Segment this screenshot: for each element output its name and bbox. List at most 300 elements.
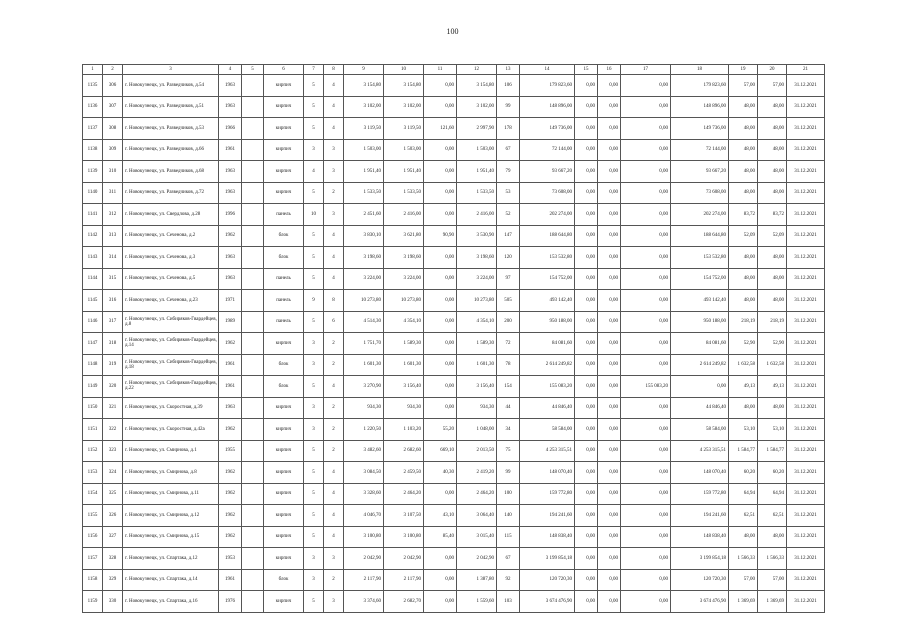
table-cell: 58 584,00 [671, 419, 729, 441]
table-cell: 0,00 [575, 483, 598, 505]
table-cell: 48,00 [729, 139, 758, 161]
table-cell: 1971 [219, 290, 242, 312]
table-cell: 4 [324, 505, 344, 527]
table-cell: 1146 [83, 311, 103, 333]
header-cell: 15 [575, 65, 598, 75]
table-cell: 324 [103, 462, 123, 484]
table-cell: кирпич [264, 591, 304, 613]
table-cell: 1 533,50 [384, 182, 424, 204]
table-cell: 0,00 [424, 548, 457, 570]
table-cell: 48,00 [729, 182, 758, 204]
table-cell: 0,00 [424, 354, 457, 376]
table-cell: 0,00 [575, 419, 598, 441]
table-cell: 1156 [83, 526, 103, 548]
table-cell: 100 [497, 483, 520, 505]
table-cell: 155 083,20 [621, 376, 671, 398]
table-cell: 1155 [83, 505, 103, 527]
table-cell: 48,00 [729, 290, 758, 312]
table-row [83, 505, 825, 527]
table-cell [242, 204, 264, 226]
table-cell [242, 569, 264, 591]
table-cell: 3 224,00 [384, 268, 424, 290]
table-cell: блок [264, 569, 304, 591]
table-cell: 3 328,60 [344, 483, 384, 505]
table-cell: 0,00 [621, 569, 671, 591]
table-cell: 48,00 [729, 118, 758, 140]
table-cell: 188 644,80 [671, 225, 729, 247]
table-cell [242, 526, 264, 548]
table-cell: 3 198,60 [344, 247, 384, 269]
table-cell: 0,00 [424, 290, 457, 312]
header-cell: 16 [598, 65, 621, 75]
table-cell: 2 117,90 [344, 569, 384, 591]
table-cell: 31.12.2021 [787, 247, 825, 269]
table-row [83, 548, 825, 570]
table-cell: 310 [103, 161, 123, 183]
table-row [83, 333, 825, 355]
table-cell: 0,00 [424, 483, 457, 505]
table-cell: 1140 [83, 182, 103, 204]
header-cell: 12 [457, 65, 497, 75]
table-cell: 320 [103, 376, 123, 398]
table-cell: кирпич [264, 483, 304, 505]
table-cell: 2 [324, 569, 344, 591]
table-cell [242, 268, 264, 290]
table-cell: 3 100,80 [384, 526, 424, 548]
address-cell: г. Новокузнецк, ул. Сибиряков-Гвардейцев, д.14 [123, 333, 219, 355]
table-cell: кирпич [264, 96, 304, 118]
address-cell: г. Новокузнецк, ул. Свердлова, д.28 [123, 204, 219, 226]
table-cell [242, 290, 264, 312]
address-cell: г. Новокузнецк, ул. Разведчиков, д.54 [123, 75, 219, 97]
table-cell: 34 [497, 419, 520, 441]
table-cell: 2 [324, 182, 344, 204]
table-cell: 120 720,30 [671, 569, 729, 591]
table-cell: кирпич [264, 548, 304, 570]
table-cell [242, 505, 264, 527]
table-cell: 2 614 249,82 [671, 354, 729, 376]
table-cell: 0,00 [621, 397, 671, 419]
table-cell: 60,20 [758, 462, 787, 484]
table-cell [242, 161, 264, 183]
table-cell: 49,13 [758, 376, 787, 398]
table-cell: 1962 [219, 462, 242, 484]
table-cell: 1145 [83, 290, 103, 312]
table-cell: кирпич [264, 397, 304, 419]
table-cell: 1 533,50 [344, 182, 384, 204]
table-cell: 325 [103, 483, 123, 505]
table-cell: 83,72 [758, 204, 787, 226]
table-cell: блок [264, 225, 304, 247]
table-cell: 2 042,90 [457, 548, 497, 570]
table-cell: 93 667,20 [671, 161, 729, 183]
table-cell: 1153 [83, 462, 103, 484]
table-cell: 1141 [83, 204, 103, 226]
table-cell: кирпич [264, 462, 304, 484]
table-cell: 1963 [219, 182, 242, 204]
table-cell: 31.12.2021 [787, 161, 825, 183]
table-row [83, 118, 825, 140]
table-cell: 159 772,80 [671, 483, 729, 505]
table-cell: 84 081,60 [520, 333, 575, 355]
table-cell: 48,00 [729, 397, 758, 419]
table-cell: 31.12.2021 [787, 526, 825, 548]
table-cell: 0,00 [598, 204, 621, 226]
table-row [83, 419, 825, 441]
table-cell: 0,00 [598, 591, 621, 613]
table-cell: 0,00 [575, 96, 598, 118]
table-cell: 5 [304, 591, 324, 613]
table-cell: 120 [497, 247, 520, 269]
table-cell: 1135 [83, 75, 103, 97]
table-cell: 179 823,60 [671, 75, 729, 97]
table-cell: 5 [304, 376, 324, 398]
table-cell: 5 [304, 118, 324, 140]
table-cell: 1 220,50 [344, 419, 384, 441]
table-cell: 1961 [219, 139, 242, 161]
table-cell: панель [264, 290, 304, 312]
table-cell: 3 [324, 204, 344, 226]
table-cell: 4 046,70 [344, 505, 384, 527]
table-cell: 0,00 [598, 311, 621, 333]
table-cell: 1962 [219, 505, 242, 527]
table-cell: 1 503,00 [384, 139, 424, 161]
table-cell: 48,00 [758, 290, 787, 312]
table-cell: 3 102,00 [384, 96, 424, 118]
table-cell: 3 830,10 [344, 225, 384, 247]
table-cell: 73 608,00 [520, 182, 575, 204]
table-cell: 0,00 [621, 225, 671, 247]
table-cell: 2 [324, 397, 344, 419]
table-cell: 315 [103, 268, 123, 290]
table-cell: 3 064,40 [457, 505, 497, 527]
table-cell: 48,00 [729, 526, 758, 548]
table-cell: 306 [103, 75, 123, 97]
table-row [83, 483, 825, 505]
table-cell [242, 75, 264, 97]
table-cell: 31.12.2021 [787, 354, 825, 376]
table-cell: 99 [497, 462, 520, 484]
table-cell: блок [264, 354, 304, 376]
table-cell: 48,00 [758, 268, 787, 290]
table-cell: 0,00 [621, 247, 671, 269]
table-cell: 48,00 [729, 247, 758, 269]
table-cell: 9 [304, 290, 324, 312]
table-cell: 0,00 [598, 440, 621, 462]
table-row [83, 462, 825, 484]
table-cell: 1963 [219, 75, 242, 97]
table-cell [242, 591, 264, 613]
table-cell: 10 273,80 [384, 290, 424, 312]
address-cell: г. Новокузнецк, ул. Сибиряков-Гвардейцев, д.18 [123, 354, 219, 376]
table-cell: 1 584,77 [729, 440, 758, 462]
table-cell: 0,00 [621, 268, 671, 290]
table-cell: 1 048,00 [457, 419, 497, 441]
table-cell: 44 846,40 [671, 397, 729, 419]
table-cell: 0,00 [575, 397, 598, 419]
table-cell: 493 142,40 [520, 290, 575, 312]
table-cell: 0,00 [424, 569, 457, 591]
table-cell: кирпич [264, 440, 304, 462]
table-cell: 0,00 [575, 569, 598, 591]
table-cell: 3 482,60 [344, 440, 384, 462]
table-cell: 1 503,00 [457, 139, 497, 161]
table-cell: 3 102,00 [457, 96, 497, 118]
header-cell: 10 [384, 65, 424, 75]
table-cell: 149 736,00 [671, 118, 729, 140]
header-cell: 6 [264, 65, 304, 75]
table-cell: 3 100,80 [344, 526, 384, 548]
table-cell: 0,00 [621, 290, 671, 312]
table-cell: 1962 [219, 419, 242, 441]
table-cell: 0,00 [424, 96, 457, 118]
table-cell: 330 [103, 591, 123, 613]
table-cell: 159 772,80 [520, 483, 575, 505]
table-cell: 62,51 [729, 505, 758, 527]
table-cell: 3 [304, 333, 324, 355]
address-cell: г. Новокузнецк, ул. Смирнова, д.12 [123, 505, 219, 527]
table-cell: 5 [304, 225, 324, 247]
table-cell: 3 [304, 548, 324, 570]
table-cell: 5 [304, 505, 324, 527]
table-cell: 154 752,00 [671, 268, 729, 290]
table-cell: 79 [497, 161, 520, 183]
table-cell [242, 440, 264, 462]
table-cell: 934,30 [384, 397, 424, 419]
table-cell: 3 621,80 [384, 225, 424, 247]
table-cell: 0,00 [621, 505, 671, 527]
table-row [83, 268, 825, 290]
table-cell: блок [264, 247, 304, 269]
table-cell: 0,00 [424, 397, 457, 419]
table-cell: 1158 [83, 569, 103, 591]
address-cell: г. Новокузнецк, ул. Сеченова, д.2 [123, 225, 219, 247]
address-cell: г. Новокузнецк, ул. Разведчиков, д.68 [123, 161, 219, 183]
address-cell: г. Новокузнецк, ул. Спартака, д.12 [123, 548, 219, 570]
table-cell: 115 [497, 526, 520, 548]
table-cell: 140 [497, 505, 520, 527]
table-cell: 4 354,10 [384, 311, 424, 333]
table-cell: 0,00 [621, 440, 671, 462]
table-cell: 1961 [219, 376, 242, 398]
table-cell [242, 376, 264, 398]
table-cell: 1 632,58 [729, 354, 758, 376]
table-row [83, 591, 825, 613]
table-cell: 121,60 [424, 118, 457, 140]
table-cell: 8 [324, 290, 344, 312]
table-cell: 3 198,60 [384, 247, 424, 269]
table-cell: 5 [304, 247, 324, 269]
table-cell: 316 [103, 290, 123, 312]
table-cell: 1 566,33 [758, 548, 787, 570]
table-cell: 1143 [83, 247, 103, 269]
table-cell: 3 674 476,90 [671, 591, 729, 613]
table-cell: 0,00 [424, 268, 457, 290]
table-row [83, 96, 825, 118]
table-cell: 0,00 [575, 440, 598, 462]
table-cell: 1 533,50 [457, 182, 497, 204]
table-cell: 950 188,00 [520, 311, 575, 333]
table-cell: 950 188,00 [671, 311, 729, 333]
table-cell: 3 [324, 548, 344, 570]
table-cell: 1152 [83, 440, 103, 462]
table-cell: 3 156,40 [384, 376, 424, 398]
table-cell: 1 601,30 [457, 354, 497, 376]
table-cell: 4 [324, 247, 344, 269]
table-cell: 53,10 [729, 419, 758, 441]
table-cell: 5 [304, 268, 324, 290]
address-cell: г. Новокузнецк, ул. Смирнова, д.8 [123, 462, 219, 484]
table-cell: 1144 [83, 268, 103, 290]
table-cell: 97 [497, 268, 520, 290]
table-cell: 0,00 [598, 397, 621, 419]
table-cell: 202 274,00 [520, 204, 575, 226]
table-cell: 2 682,70 [384, 591, 424, 613]
table-cell: 4 [324, 118, 344, 140]
header-row [83, 65, 825, 75]
table-cell: 48,00 [758, 182, 787, 204]
table-cell: 1955 [219, 440, 242, 462]
table-cell: 43,10 [424, 505, 457, 527]
table-cell: панель [264, 268, 304, 290]
table-cell: 1159 [83, 591, 103, 613]
table-cell: 0,00 [621, 182, 671, 204]
table-cell: 4 [304, 161, 324, 183]
table-cell: 92 [497, 569, 520, 591]
table-cell: 1976 [219, 591, 242, 613]
header-cell: 5 [242, 65, 264, 75]
header-cell: 13 [497, 65, 520, 75]
table-row [83, 526, 825, 548]
address-cell: г. Новокузнецк, ул. Скоростная, д.39 [123, 397, 219, 419]
table-cell: 31.12.2021 [787, 548, 825, 570]
table-cell: 1 103,20 [384, 419, 424, 441]
table-cell: 5 [304, 462, 324, 484]
table-cell: 1 559,60 [457, 591, 497, 613]
table-cell: 4 253 315,51 [520, 440, 575, 462]
header-cell: 8 [324, 65, 344, 75]
table-row [83, 75, 825, 97]
table-cell: 103 [497, 591, 520, 613]
table-cell: 2 997,90 [457, 118, 497, 140]
table-cell: 0,00 [575, 333, 598, 355]
table-cell: 52,09 [758, 225, 787, 247]
table-cell: 1 589,30 [384, 333, 424, 355]
table-cell: 200 [497, 311, 520, 333]
table-cell: 3 154,80 [457, 75, 497, 97]
table-cell: 64,94 [729, 483, 758, 505]
table-cell: 84 081,60 [671, 333, 729, 355]
table-cell: 0,00 [621, 419, 671, 441]
table-row [83, 161, 825, 183]
address-cell: г. Новокузнецк, ул. Сеченова, д.5 [123, 268, 219, 290]
table-cell: 1962 [219, 526, 242, 548]
table-cell: 3 198,60 [457, 247, 497, 269]
table-cell: 3 119,50 [344, 118, 384, 140]
table-cell: 155 083,20 [520, 376, 575, 398]
table-cell: 218,19 [729, 311, 758, 333]
table-cell: 0,00 [598, 268, 621, 290]
table-cell: 0,00 [598, 182, 621, 204]
table-cell: 317 [103, 311, 123, 333]
table-cell [242, 354, 264, 376]
table-cell: 1150 [83, 397, 103, 419]
table-cell: кирпич [264, 75, 304, 97]
table-cell: 3 224,00 [344, 268, 384, 290]
table-cell: 0,00 [621, 118, 671, 140]
table-cell: 2 416,00 [384, 204, 424, 226]
table-cell: 218,19 [758, 311, 787, 333]
table-cell: 31.12.2021 [787, 204, 825, 226]
table-cell: 31.12.2021 [787, 225, 825, 247]
header-cell: 14 [520, 65, 575, 75]
table-cell: 326 [103, 505, 123, 527]
table-cell: 493 142,40 [671, 290, 729, 312]
table-cell: 31.12.2021 [787, 182, 825, 204]
table-cell: кирпич [264, 526, 304, 548]
table-cell [242, 397, 264, 419]
table-cell: 0,00 [598, 419, 621, 441]
table-cell: 1151 [83, 419, 103, 441]
table-cell: 2 419,20 [457, 462, 497, 484]
table-cell: 1962 [219, 333, 242, 355]
table-cell: 1 584,77 [758, 440, 787, 462]
table-cell: кирпич [264, 505, 304, 527]
table-cell: 48,00 [758, 118, 787, 140]
table-cell: 1953 [219, 548, 242, 570]
table-cell: кирпич [264, 419, 304, 441]
table-cell: 2 464,20 [384, 483, 424, 505]
table-cell: 194 241,60 [520, 505, 575, 527]
table-cell: 4 [324, 462, 344, 484]
table-cell: 0,00 [575, 526, 598, 548]
table-cell [242, 225, 264, 247]
table-cell: 1 387,80 [457, 569, 497, 591]
table-cell: 3 530,90 [457, 225, 497, 247]
table-cell: 120 720,30 [520, 569, 575, 591]
table-cell: 4 253 315,51 [671, 440, 729, 462]
table-cell: 329 [103, 569, 123, 591]
header-cell: 3 [123, 65, 219, 75]
table-cell: 5 [304, 311, 324, 333]
table-cell [242, 247, 264, 269]
table-cell: 1154 [83, 483, 103, 505]
table-cell: 323 [103, 440, 123, 462]
table-cell: 0,00 [424, 247, 457, 269]
table-cell: 0,00 [575, 118, 598, 140]
table-cell: 31.12.2021 [787, 419, 825, 441]
table-cell: 0,00 [575, 139, 598, 161]
table-cell: 179 823,60 [520, 75, 575, 97]
table-cell: 0,00 [598, 548, 621, 570]
table-cell: 83,72 [729, 204, 758, 226]
table-cell: 1142 [83, 225, 103, 247]
table-cell: 31.12.2021 [787, 462, 825, 484]
table-cell: 1 951,40 [457, 161, 497, 183]
table-cell: 0,00 [598, 161, 621, 183]
table-cell: 0,00 [424, 311, 457, 333]
table-cell: 328 [103, 548, 123, 570]
table-cell: 1 369,69 [758, 591, 787, 613]
table-cell: 0,00 [621, 462, 671, 484]
table-cell: 148 070,40 [520, 462, 575, 484]
table-cell: 4 [324, 75, 344, 97]
table-cell: 0,00 [598, 139, 621, 161]
table-cell: кирпич [264, 182, 304, 204]
table-cell: 5 [304, 75, 324, 97]
table-row [83, 397, 825, 419]
table-cell: 48,00 [758, 96, 787, 118]
